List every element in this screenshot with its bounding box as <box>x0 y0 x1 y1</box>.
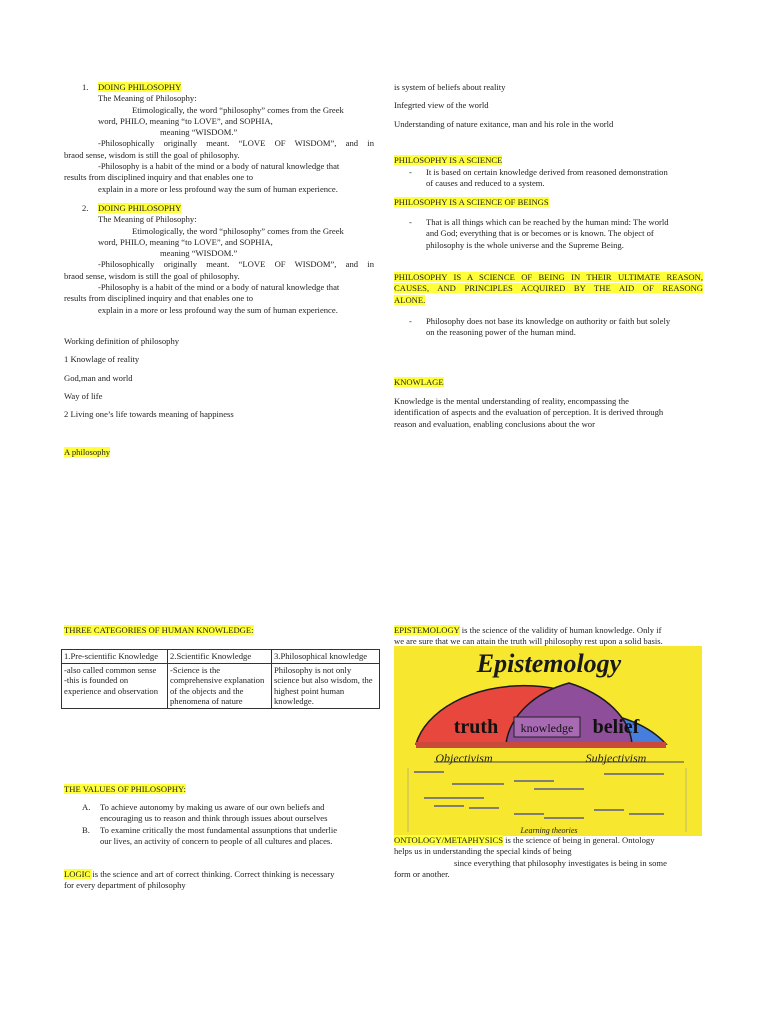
table-row <box>62 663 380 708</box>
text-line: we are sure that we can attain the truth will philosophy rest upon a solid basis. <box>394 636 663 647</box>
text-line: for every department of philosophy <box>64 880 186 891</box>
text-line: Infegrted view of the world <box>394 100 489 110</box>
table-header-cell: 2.Scientific Knowledge <box>168 650 272 664</box>
figure-title: Epistemology <box>476 649 622 678</box>
text-line: That is all things which can be reached by the human mind: The world <box>426 217 669 227</box>
table-cell: -Science is the comprehensive explanation of the objects and the phenomena of nature <box>168 663 272 708</box>
ultimate-item <box>409 316 726 339</box>
section-title: DOING PHILOSOPHY <box>98 82 182 92</box>
logic-paragraph <box>64 869 376 892</box>
text-line: on the reasoning power of the human mind. <box>426 327 576 338</box>
heading-line: PHILOSOPHY IS A SCIENCE OF BEING IN THEIR ULTIMATE REASON, <box>394 272 703 282</box>
section-number: 1. <box>82 82 89 92</box>
text-line: results from disciplined inquiry and that enables one to <box>64 172 254 183</box>
working-item: 1 Knowlage of reality <box>64 354 140 364</box>
three-categories-heading: THREE CATEGORIES OF HUMAN KNOWLEDGE: <box>64 625 254 635</box>
text-line: braod sense, wisdom is still the goal of philosophy. <box>64 149 240 160</box>
text-line: Knowledge is the mental understanding of reality, encompassing the <box>394 396 629 406</box>
science-heading: PHILOSOPHY IS A SCIENCE <box>394 155 503 165</box>
text-line: word, PHILO, meaning “to LOVE”, and SOPHIA, <box>98 236 273 247</box>
beings-item <box>409 217 726 251</box>
ontology-term: ONTOLOGY/METAPHYSICS <box>394 835 503 845</box>
ontology-paragraph <box>394 835 714 880</box>
table-row <box>62 650 380 664</box>
text-line: meaning “WISDOM.” <box>160 127 238 138</box>
section-number: 2. <box>82 203 89 213</box>
table-header-cell: 3.Philosophical knowledge <box>272 650 380 664</box>
section-heading <box>64 203 374 214</box>
text-line: explain in a more or less profound way the sum of human experience. <box>98 304 338 315</box>
belief-label: belief <box>592 716 640 738</box>
text-line: -Philosophy is a habit of the mind or a body of natural knowledge that <box>98 161 340 172</box>
truth-label: truth <box>453 716 499 738</box>
dash-marker: - <box>409 217 412 227</box>
heading-line: ALONE. <box>394 294 426 305</box>
text-line: braod sense, wisdom is still the goal of philosophy. <box>64 270 240 281</box>
text-line: Philosophy does not base its knowledge on authority or faith but solely <box>426 316 671 326</box>
subjectivism-label: Subjectivism <box>585 751 647 765</box>
text-line: The Meaning of Philosophy: <box>98 214 197 225</box>
table-cell: -also called common sense -this is founded on experience and observation <box>62 663 168 708</box>
a-philosophy-heading: A philosophy <box>64 447 111 457</box>
logic-term: LOGIC <box>64 869 93 879</box>
list-text: encouraging us to reason and think through issues about ourselves <box>100 813 328 824</box>
knowlage-heading: KNOWLAGE <box>394 377 444 387</box>
beings-heading: PHILOSOPHY IS A SCIENCE OF BEINGS <box>394 197 549 207</box>
epistemology-term: EPISTEMOLOGY <box>394 625 460 635</box>
list-text: To examine critically the most fundamental assunptions that underlie <box>100 824 338 835</box>
section-title: DOING PHILOSOPHY <box>98 203 182 213</box>
knowledge-label: knowledge <box>520 721 574 735</box>
base-bar <box>416 742 666 748</box>
text-line: -Philosophically originally meant. “LOVE OF WISDOM”, and in <box>98 259 374 270</box>
text-line: is the science of the validity of human knowledge. Only if <box>459 625 662 635</box>
text-line: of causes and reduced to a system. <box>426 178 545 189</box>
text-line: results from disciplined inquiry and that enables one to <box>64 293 254 304</box>
table-cell: Philosophy is not only science but also wisdom, the highest point human knowledge. <box>272 663 380 708</box>
heading-line: CAUSES, AND PRINCIPLES ACQUIRED BY THE AID OF REASONG <box>394 283 703 294</box>
list-item <box>82 802 382 825</box>
section-doing-philosophy-1 <box>64 82 374 195</box>
text-line: is the science of being in general. Ontology <box>502 835 655 845</box>
text-line: form or another. <box>394 868 450 879</box>
text-line: Etimologically, the word “philosophy” comes from the Greek <box>132 225 344 236</box>
working-definition-title: Working definition of philosophy <box>64 336 180 346</box>
text-line: meaning “WISDOM.” <box>160 248 238 259</box>
text-line: since everything that philosophy investigates is being in some <box>454 857 667 868</box>
list-text: To achieve autonomy by making us aware of our own beliefs and <box>100 802 325 812</box>
values-list <box>82 802 382 847</box>
dash-marker: - <box>409 167 412 177</box>
knowlage-paragraph <box>394 396 714 430</box>
working-item: God,man and world <box>64 373 133 383</box>
objectivism-label: Objectivism <box>435 751 493 765</box>
text-line: -Philosophy is a habit of the mind or a body of natural knowledge that <box>98 282 340 293</box>
epistemology-diagram <box>394 646 702 836</box>
text-line: helps us in understanding the special kinds of being <box>394 846 572 857</box>
working-item: 2 Living one’s life towards meaning of happiness <box>64 409 234 419</box>
text-line: identification of aspects and the evaluation of perception. It is derived through <box>394 407 664 418</box>
text-line: is the science and art of correct thinking. Correct thinking is necessary <box>92 869 335 879</box>
text-line: The Meaning of Philosophy: <box>98 93 197 104</box>
text-line: word, PHILO, meaning “to LOVE”, and SOPHIA, <box>98 115 273 126</box>
dash-marker: - <box>409 316 412 326</box>
table-header-cell: 1.Pre-scientific Knowledge <box>62 650 168 664</box>
text-line: -Philosophically originally meant. “LOVE OF WISDOM”, and in <box>98 138 374 149</box>
list-marker: A. <box>82 802 91 812</box>
section-doing-philosophy-2 <box>64 203 374 316</box>
text-line: Etimologically, the word “philosophy” comes from the Greek <box>132 104 344 115</box>
working-item: Way of life <box>64 391 103 401</box>
learning-theories-caption: Learning theories <box>520 826 578 835</box>
text-line: reason and evaluation, enabling conclusions about the wor <box>394 418 595 429</box>
section-heading <box>64 82 374 93</box>
values-heading: THE VALUES OF PHILOSOPHY: <box>64 784 186 794</box>
list-marker: B. <box>82 824 90 835</box>
text-line: is system of beliefs about reality <box>394 82 506 92</box>
ultimate-heading <box>394 272 703 306</box>
text-line: It is based on certain knowledge derived from reasoned demonstration <box>426 167 668 177</box>
text-line: explain in a more or less profound way the sum of human experience. <box>98 183 338 194</box>
knowledge-table <box>61 649 380 709</box>
list-text: our lives, an activity of concern to people of all cultures and places. <box>100 835 333 846</box>
text-line: Understanding of nature exitance, man and his role in the world <box>394 119 614 129</box>
epistemology-paragraph <box>394 625 706 648</box>
text-line: and God; everything that is or becomes or is known. The object of <box>426 228 654 239</box>
epistemology-figure <box>394 646 702 836</box>
science-item <box>409 167 726 190</box>
list-item <box>82 825 382 848</box>
text-line: philosophy is the whole universe and the Supreme Being. <box>426 239 624 250</box>
